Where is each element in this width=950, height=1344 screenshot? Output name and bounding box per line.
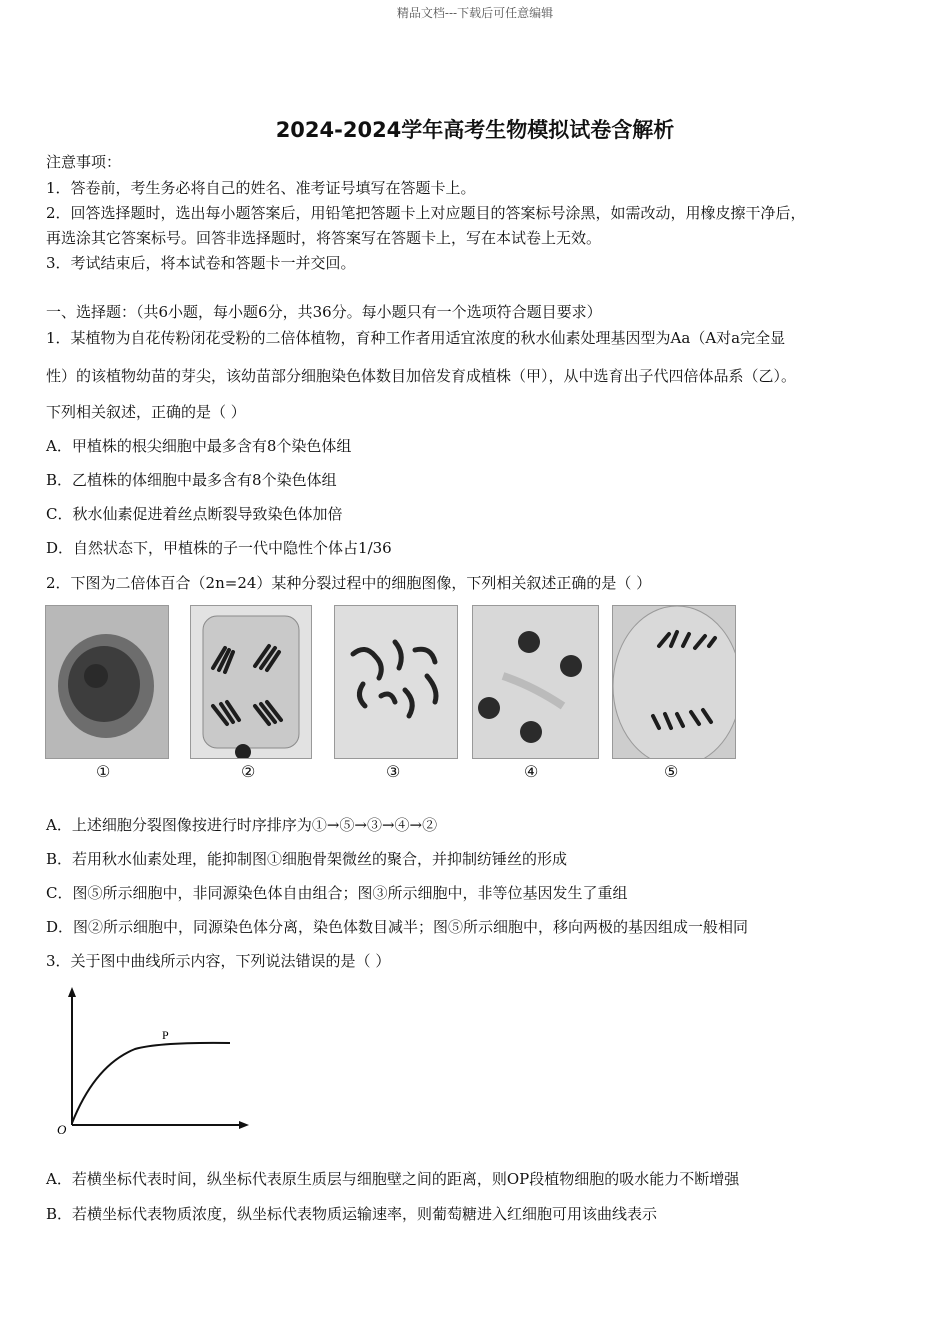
- notes-heading: 注意事项：: [46, 153, 122, 171]
- section-heading: 一、选择题：（共6小题，每小题6分，共36分。每小题只有一个选项符合题目要求）: [46, 303, 602, 321]
- note-item: 3．考试结束后，将本试卷和答题卡一并交回。: [46, 254, 356, 272]
- origin-label: O: [57, 1122, 67, 1135]
- q2-option-d: D．图②所示细胞中，同源染色体分离，染色体数目减半；图⑤所示细胞中，移向两极的基因组成一般相同: [46, 918, 749, 936]
- figure-label-1: ①: [96, 762, 111, 781]
- figure-label-4: ④: [524, 762, 539, 781]
- q2-option-b: B．若用秋水仙素处理，能抑制图①细胞骨架微丝的聚合，并抑制纺锤丝的形成: [46, 850, 568, 868]
- figure-label-5: ⑤: [664, 762, 679, 781]
- page-header: 精品文档---下载后可任意编辑: [396, 6, 554, 20]
- micrograph-2: [190, 605, 312, 759]
- micrograph-3: [334, 605, 458, 759]
- q2-option-a: A．上述细胞分裂图像按进行时序排序为①→⑤→③→④→②: [46, 816, 438, 834]
- figure-label-2: ②: [241, 762, 256, 781]
- q1-stem: 下列相关叙述，正确的是（ ）: [46, 403, 246, 421]
- q2-option-c: C．图⑤所示细胞中，非同源染色体自由组合；图③所示细胞中，非等位基因发生了重组: [46, 884, 628, 902]
- y-axis-arrow: [68, 987, 76, 997]
- q3-curve-graph: [55, 985, 255, 1135]
- q3-option-a: A．若横坐标代表时间，纵坐标代表原生质层与细胞壁之间的距离，则OP段植物细胞的吸水能力不断增强: [46, 1170, 740, 1188]
- curve-line: [72, 1043, 230, 1123]
- note-item: 1．答卷前，考生务必将自己的姓名、准考证号填写在答题卡上。: [46, 179, 476, 197]
- x-axis-arrow: [239, 1121, 249, 1129]
- micrograph-5: [612, 605, 736, 759]
- q3-stem: 3．关于图中曲线所示内容，下列说法错误的是（ ）: [46, 952, 391, 970]
- q2-stem: 2．下图为二倍体百合（2n=24）某种分裂过程中的细胞图像，下列相关叙述正确的是（ ）: [46, 574, 652, 592]
- note-item: 2．回答选择题时，选出每小题答案后，用铅笔把答题卡上对应题目的答案标号涂黑，如需改动，用橡皮擦干净后，: [46, 204, 806, 222]
- exam-title: 2024-2024学年高考生物模拟试卷含解析: [275, 118, 675, 142]
- figure-label-3: ③: [386, 762, 401, 781]
- note-item: 再选涂其它答案标号。回答非选择题时，将答案写在答题卡上，写在本试卷上无效。: [46, 229, 602, 247]
- micrograph-4: [472, 605, 599, 759]
- point-p-label: P: [162, 1028, 169, 1042]
- q1-option-d: D．自然状态下，甲植株的子一代中隐性个体占1/36: [46, 539, 392, 557]
- q1-stem: 1．某植物为自花传粉闭花受粉的二倍体植物，育种工作者用适宜浓度的秋水仙素处理基因型为Aa（A对a完全显: [46, 329, 786, 347]
- q1-stem: 性）的该植物幼苗的芽尖，该幼苗部分细胞染色体数目加倍发育成植株（甲），从中选育出子代四倍体品系（乙）。: [46, 367, 797, 385]
- q1-option-c: C．秋水仙素促进着丝点断裂导致染色体加倍: [46, 505, 343, 523]
- q1-option-b: B．乙植株的体细胞中最多含有8个染色体组: [46, 471, 337, 489]
- micrograph-1: [45, 605, 169, 759]
- q1-option-a: A．甲植株的根尖细胞中最多含有8个染色体组: [46, 437, 352, 455]
- q3-option-b: B．若横坐标代表物质浓度，纵坐标代表物质运输速率，则葡萄糖进入红细胞可用该曲线表示: [46, 1205, 658, 1223]
